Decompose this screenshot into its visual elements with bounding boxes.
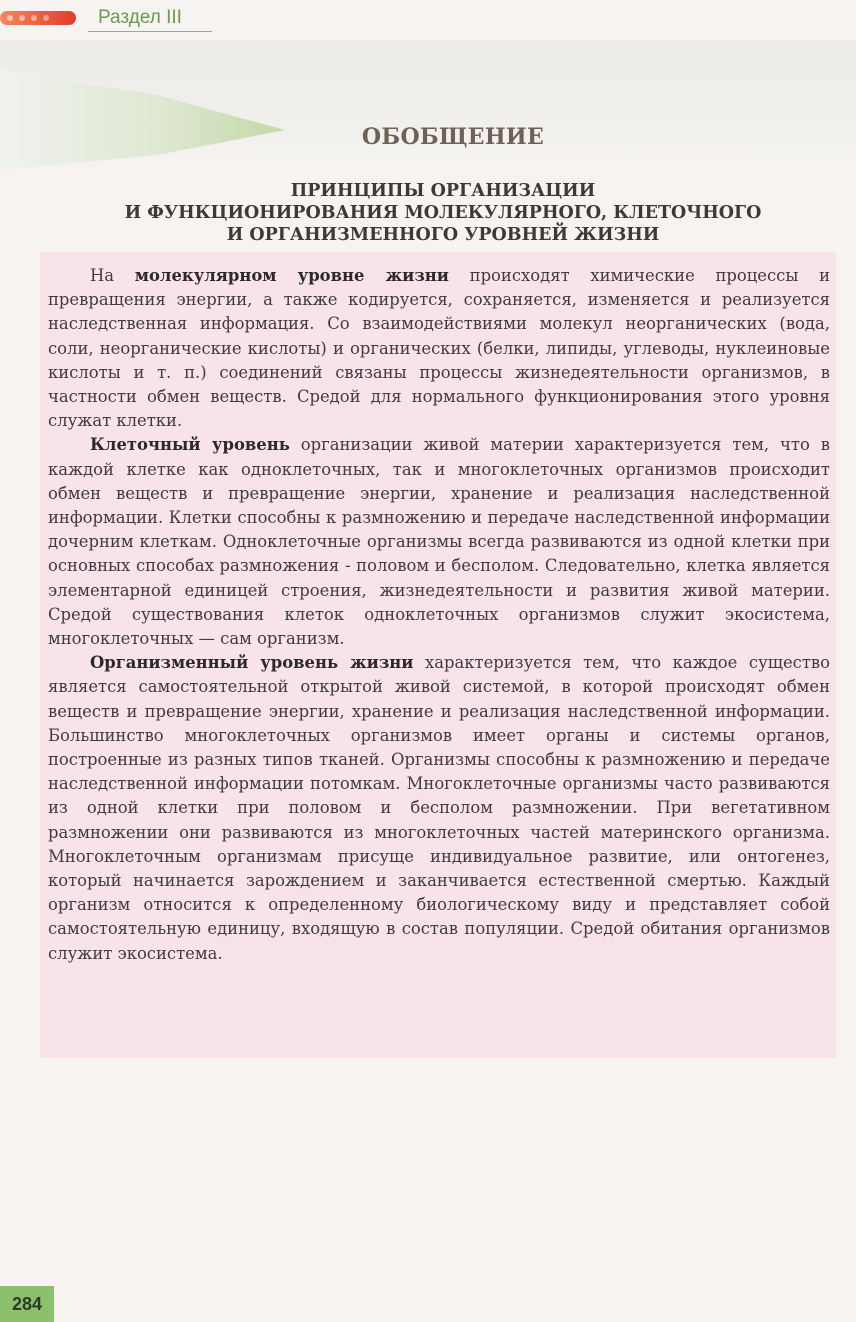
term-molecular-level: молекулярном уровне жизни — [134, 266, 449, 285]
section-marker-icon — [0, 8, 80, 28]
subtitle — [90, 180, 796, 246]
section-underline — [88, 31, 212, 32]
subtitle-line: И ОРГАНИЗМЕННОГО УРОВНЕЙ ЖИЗНИ — [226, 225, 660, 245]
paragraph-cellular: Клеточный уровень организации живой материи характеризуется тем, что в каждой клетке как одноклеточных, так и многоклеточных организмов происходит обмен веществ и превращение энергии, хранение и реализация наследственной информации. Клетки способны к размножению и передаче наследственной информации дочерним клеткам. Одноклеточные организмы всегда развиваются из одной клетки при основных способах размножения - половом и бесполом. Следовательно, клетка является элементарной единицей строения, жизнедеятельности и развития живой материи. Средой существования клеток одноклеточных организмов служит экосистема, многоклеточных — сам организм. — [48, 435, 830, 649]
subtitle-line: ПРИНЦИПЫ ОРГАНИЗАЦИИ — [290, 181, 596, 201]
term-cellular-level: Клеточный уровень — [90, 435, 290, 455]
page-number: 284 — [0, 1286, 54, 1322]
term-organismal-level: Организменный уровень жизни — [90, 653, 414, 673]
paragraph-molecular: На молекулярном уровне жизни происходят химические процессы и превращения энергии, а также кодируется, сохраняется, изменяется и реализуется наследственная информация. Со взаимодействиями молекул неорганических (вода, соли, неорганические кислоты) и органических (белки, липиды, углеводы, нуклеиновые кислоты и т. п.) соединений связаны процессы жизнедеятельности организмов, в частности обмен веществ. Средой для нормального функционирования этого уровня служат клетки. — [48, 266, 831, 431]
body-text — [48, 264, 830, 966]
section-label: Раздел III — [98, 7, 182, 28]
page-title: ОБОБЩЕНИЕ — [361, 124, 545, 150]
paragraph-organismal: Организменный уровень жизни характеризуется тем, что каждое существо является самостоятельной открытой живой системой, в которой происходят обмен веществ и превращение энергии, хранение и реализация наследственной информации. Большинство многоклеточных организмов имеет органы и системы органов, построенные из разных типов тканей. Организмы способны к размножению и передаче наследственной информации потомкам. Многоклеточные организмы часто развиваются из одной клетки при половом и бесполом размножении. При вегетативном размножении они развиваются из многоклеточных частей материнского организма. Многоклеточным организмам присуще индивидуальное развитие, или онтогенез, который начинается зарождением и заканчивается естественной смертью. Каждый организм относится к определенному биологическому виду и представляет собой самостоятельную единицу, входящую в состав популяции. Средой обитания организмов служит экосистема. — [48, 653, 830, 963]
subtitle-line: И ФУНКЦИОНИРОВАНИЯ МОЛЕКУЛЯРНОГО, КЛЕТОЧНОГО — [124, 203, 762, 223]
